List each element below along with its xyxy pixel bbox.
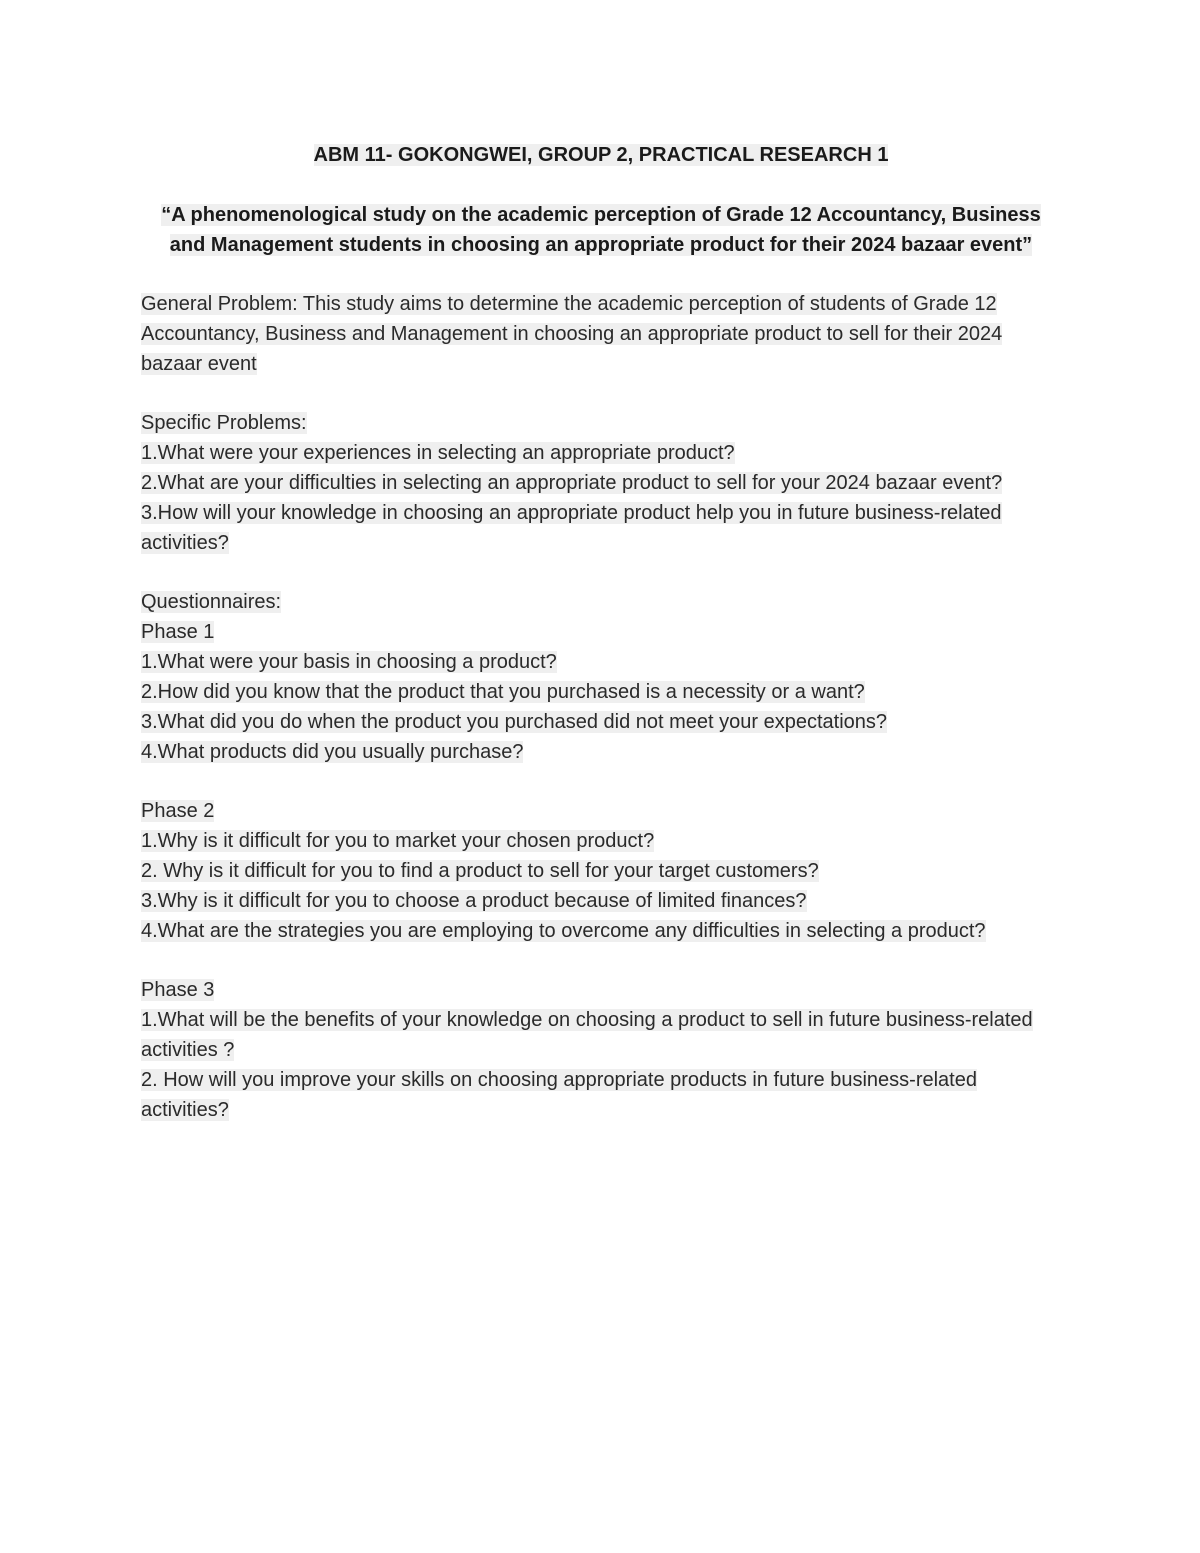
study-title-text: “A phenomenological study on the academic perception of Grade 12 Accountancy, Business and Management students in choosing an appropriate product for their 2024 bazaar event” (161, 204, 1041, 256)
spacer (141, 260, 1061, 289)
phase-label: Phase 3 (141, 979, 215, 1001)
phase-label: Phase 2 (141, 800, 215, 822)
document-content (141, 136, 1061, 1125)
question-item: 3.Why is it difficult for you to choose a product because of limited finances? (141, 890, 807, 912)
phase-1 (141, 617, 1061, 767)
specific-problems-heading: Specific Problems: (141, 412, 307, 434)
general-problem-text: General Problem: This study aims to determine the academic perception of students of Grade 12 Accountancy, Business and Management in choosing an appropriate product to sell for their 2024 bazaar event (141, 293, 1003, 375)
question-item: 4.What are the strategies you are employing to overcome any difficulties in selecting a product? (141, 920, 986, 942)
question-item: 3.What did you do when the product you purchased did not meet your expectations? (141, 711, 888, 733)
spacer (141, 558, 1061, 587)
phase-label: Phase 1 (141, 621, 215, 643)
study-title (141, 200, 1061, 260)
question-item: 1.What were your basis in choosing a product? (141, 651, 557, 673)
document-title (141, 140, 1061, 170)
question-item: 1.Why is it difficult for you to market your chosen product? (141, 830, 655, 852)
question-item: 2. Why is it difficult for you to find a product to sell for your target customers? (141, 860, 819, 882)
spacer (141, 379, 1061, 408)
questionnaires-section (141, 587, 1061, 1125)
spacer (141, 767, 1061, 796)
phase-2 (141, 796, 1061, 946)
phase-3 (141, 975, 1061, 1125)
question-item: 4.What products did you usually purchase? (141, 741, 524, 763)
question-item: 2.How did you know that the product that you purchased is a necessity or a want? (141, 681, 865, 703)
spacer (141, 946, 1061, 975)
document-title-text: ABM 11- GOKONGWEI, GROUP 2, PRACTICAL RESEARCH 1 (313, 144, 889, 166)
question-item: 1.What will be the benefits of your knowledge on choosing a product to sell in future business-related activities ? (141, 1009, 1033, 1061)
question-item: 2. How will you improve your skills on choosing appropriate products in future business-related activities? (141, 1069, 977, 1121)
questionnaires-heading: Questionnaires: (141, 591, 282, 613)
specific-problem-item: 3.How will your knowledge in choosing an appropriate product help you in future business-related activities? (141, 502, 1002, 554)
general-problem (141, 289, 1061, 379)
specific-problem-item: 2.What are your difficulties in selecting an appropriate product to sell for your 2024 bazaar event? (141, 472, 1003, 494)
specific-problem-item: 1.What were your experiences in selecting an appropriate product? (141, 442, 735, 464)
specific-problems-section (141, 408, 1061, 558)
